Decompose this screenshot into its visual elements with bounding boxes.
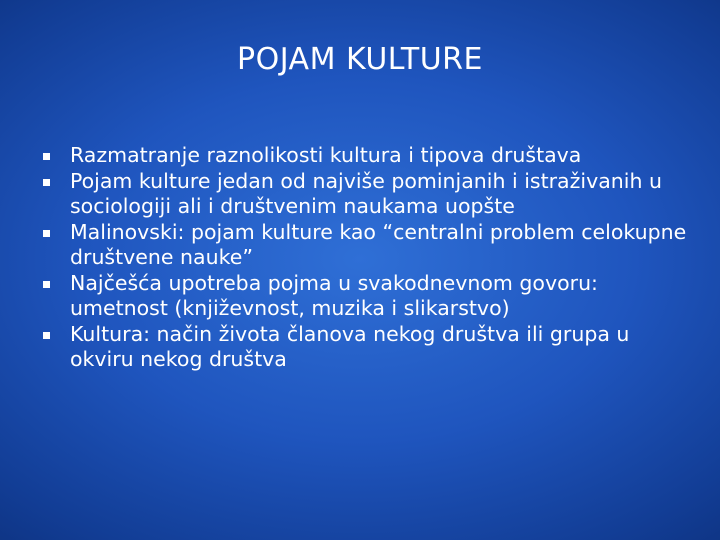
bullet-item (40, 271, 690, 322)
bullet-text: Razmatranje raznolikosti kultura i tipova društava (70, 143, 582, 167)
bullet-list (40, 143, 690, 373)
bullet-text: Kultura: način života članova nekog društva ili grupa u okviru nekog društva (70, 321, 630, 371)
square-bullet-icon (43, 179, 50, 186)
bullet-text: Pojam kulture jedan od najviše pominjanih i istraživanih u sociologiji ali i društvenim naukama uopšte (70, 168, 662, 218)
square-bullet-icon (43, 281, 50, 288)
square-bullet-icon (43, 153, 50, 160)
bullet-item (40, 143, 690, 169)
bullet-text: Najčešća upotreba pojma u svakodnevnom govoru: umetnost (književnost, muzika i slikarstvo) (70, 270, 598, 320)
slide-title: POJAM KULTURE (237, 42, 483, 77)
bullet-item (40, 169, 690, 220)
square-bullet-icon (43, 332, 50, 339)
bullet-item (40, 220, 690, 271)
bullet-text: Malinovski: pojam kulture kao “centralni problem celokupne društvene nauke” (70, 219, 687, 269)
square-bullet-icon (43, 230, 50, 237)
bullet-item (40, 322, 690, 373)
